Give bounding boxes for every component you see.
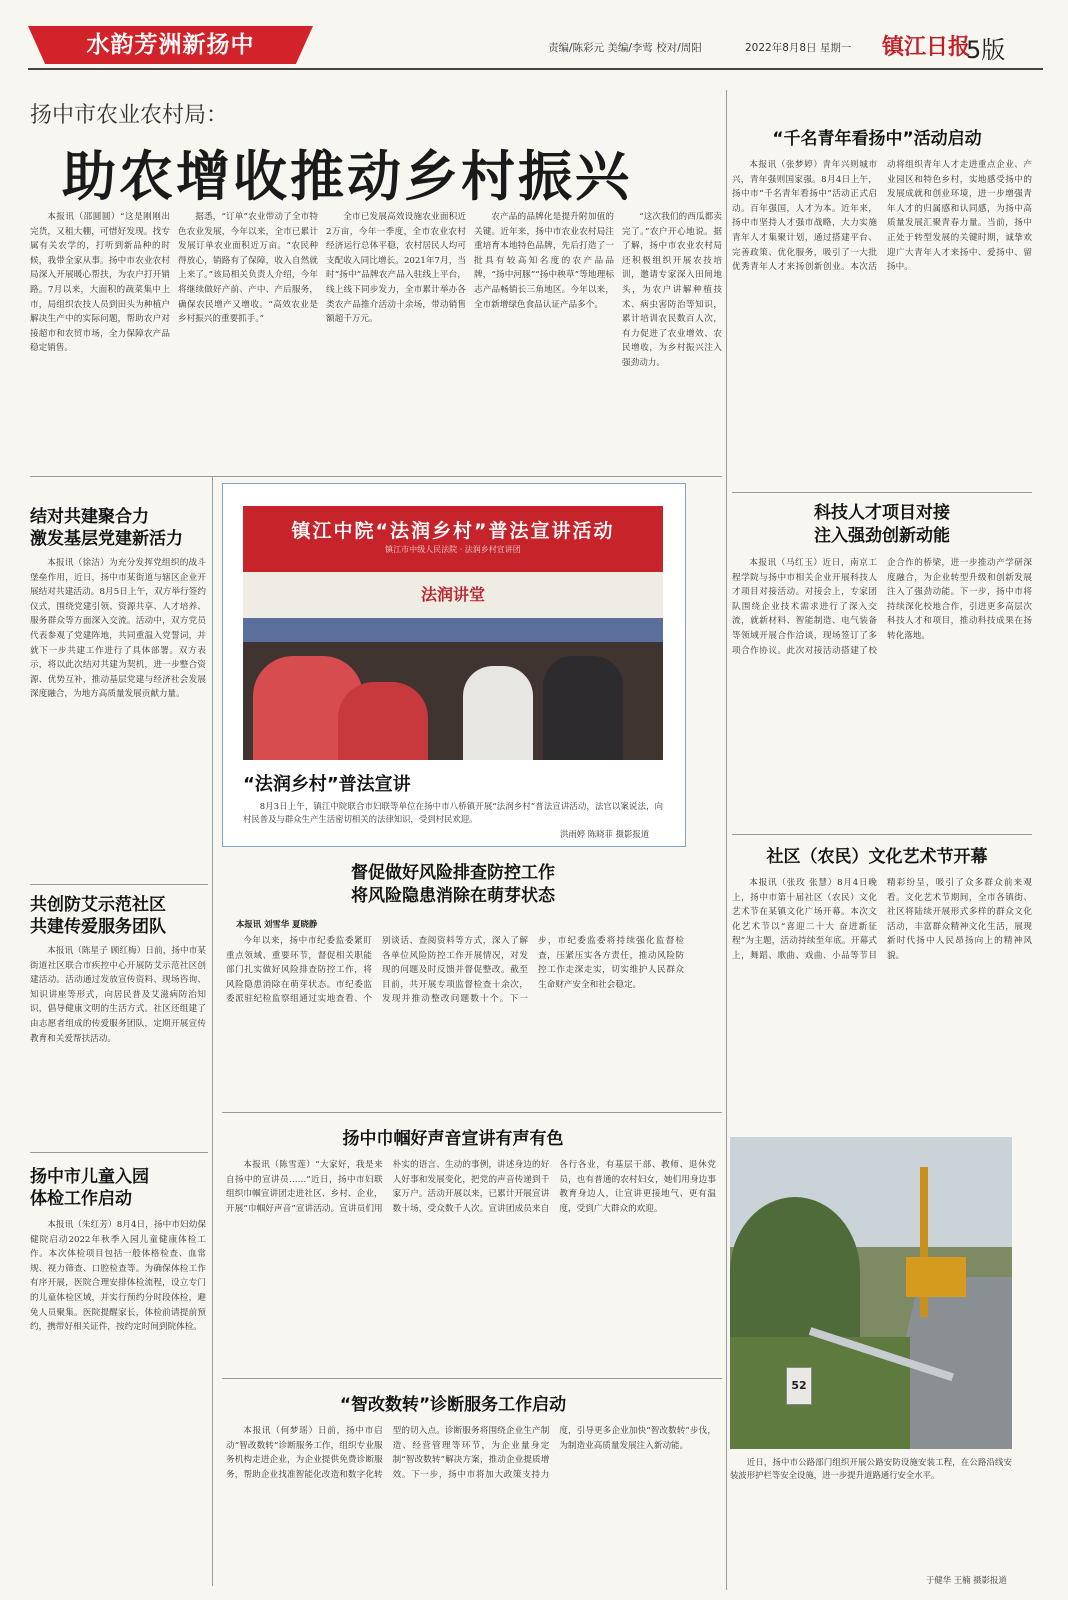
photo-feature-caption: 8月3日上午，镇江中院联合市妇联等单位在扬中市八桥镇开展“法润乡村”普法宣讲活动，法官以案说法，向村民普及与群众生产生活密切相关的法律知识，受到村民欢迎。 <box>243 801 663 824</box>
page-number: 5版 <box>966 36 1006 64</box>
court-event-photo <box>243 506 663 760</box>
left-article-1-body: 本报讯（徐洁）为充分发挥党组织的战斗堡垒作用，近日，扬中市某街道与辖区企业开展结对共建活动。8月5日上午，双方举行签约仪式，围绕党建引领、资源共享、人才培养、服务群众等方面深入交流。活动中，双方党员代表参观了党建阵地，共同重温入党誓词，并就下一步共建工作进行了具体部署。双方表示，将以此次结对共建为契机，进一步整合资源、优势互补，推动基层党建与经济社会发展深度融合，为地方高质量发展贡献力量。 <box>30 558 206 700</box>
editors-credit: 责编/陈彩元 美编/李莺 校对/周阳 <box>548 42 702 54</box>
divider <box>30 1152 208 1153</box>
right-photo-caption: 近日，扬中市公路部门组织开展公路安防设施安装工程，在公路沿线安装波形护栏等安全设施，进一步提升道路通行安全水平。 <box>730 1457 1012 1481</box>
column-divider <box>212 476 213 1586</box>
audience-figure <box>338 682 428 760</box>
milestone: 52 <box>786 1367 812 1405</box>
newspaper-logo: 镇江日报 <box>882 34 971 60</box>
event-banner-text: 镇江中院“法润乡村”普法宣讲活动 <box>291 520 615 542</box>
divider <box>30 884 208 885</box>
center-article-1-title: 督促做好风险排查防控工作 将风险隐患消除在萌芽状态 <box>351 863 555 906</box>
center-article-1-byline: 本报讯 刘雪华 夏晓静 <box>236 919 318 929</box>
event-banner-subtext: 镇江市中级人民法院 · 法润乡村宣讲团 <box>385 545 521 554</box>
center-article-3-body: 本报讯（何梦瑶）日前，扬中市启动“智改数转”诊断服务工作，组织专业服务机构走进企业，为企业提供免费诊断服务，帮助企业找准智能化改造和数字化转型的切入点。诊断服务将围绕企业生产制造、经营管理等环节，为企业量身定制“智改数转”解决方案，推动企业提质增效。下一步，扬中市将加大政策支持力度，引导更多企业加快“智改数转”步伐，为制造业高质量发展注入新动能。 <box>226 1426 716 1480</box>
right-article-1-body: 本报讯（张梦婷）青年兴则城市兴，青年强则国家强。8月4日上午，扬中市“千名青年看扬中”活动正式启动。百年强国，人才为本。近年来，扬中市坚持人才强市战略，大力实施青年人才集聚计划，通过搭建平台、完善政策、优化服务，吸引了一大批优秀青年人才来扬创新创业。本次活动将组织青年人才走进重点企业、产业园区和特色乡村，实地感受扬中的发展成就和创业环境，进一步增强青年人才的归属感和认同感，为扬中高质量发展汇聚青春力量。当前，扬中正处于转型发展的关键时期，诚挚欢迎广大青年人才来扬中、爱扬中、留扬中。 <box>732 160 1032 273</box>
column-divider <box>726 90 727 1590</box>
section-title: 水韵芳洲新扬中 <box>86 32 255 58</box>
divider <box>222 1378 722 1379</box>
left-article-2-title: 共创防艾示范社区 共建传爱服务团队 <box>30 895 166 937</box>
center-article-2-title: 扬中巾帼好声音宣讲有声有色 <box>342 1129 564 1149</box>
right-article-1-title: “千名青年看扬中”活动启动 <box>772 129 982 149</box>
header-rule <box>28 68 1043 70</box>
stage-table <box>243 618 663 642</box>
left-article-3-body: 本报讯（朱红芳）8月4日，扬中市妇幼保健院启动2022年秋季入园儿童健康体检工作。本次体检项目包括一般体格检查、血常规、视力筛查、口腔检查等。为确保体检工作有序开展，医院合理安排体检流程，设立专门的儿童体检区域，并实行预约分时段体检，避免人员聚集。医院提醒家长，体检前请提前预约，携带好相关证件，按约定时间到院体检。 <box>30 1220 206 1333</box>
divider <box>732 834 1032 835</box>
divider <box>732 492 1032 493</box>
photo-feature-credit: 洪雨婷 陈晓菲 摄影报道 <box>560 829 650 839</box>
lead-column-1: 本报讯（邵圆圆）“这是刚刚出完货，又租大棚，可惜好发现。找专属有关农学的，打听到新品种的时候，我带全家从事。扬中市农业农村局深入开展暖心帮扶，为农户打开销路。7月以来，大面积的蔬菜集中上市，局组织农技人员到田头为种植户解决生产中的实际问题，帮助农户对接超市和农贸市场，全力保障农产品稳定销售。 <box>30 212 170 354</box>
audience-figure <box>463 666 533 760</box>
stage-logo-text: 法润讲堂 <box>420 585 485 604</box>
lead-column-3: 全市已发展高效设施农业面积近2万亩，今年一季度，全市农业农村经济运行总体平稳，农村居民人均可支配收入同比增长。2021年7月，当时“扬中”品牌农产品入驻线上平台，线上线下同步发力，全市累计举办各类农产品推介活动十余场，带动销售额超千万元。 <box>326 212 466 325</box>
center-article-2-body: 本报讯（陈雪莲）“大家好，我是来自扬中的宣讲员……”近日，扬中市妇联组织巾帼宣讲团走进社区、乡村、企业，开展“巾帼好声音”宣讲活动。宣讲员们用朴实的语言、生动的事例，讲述身边的好人好事和发展变化，把党的声音传递到千家万户。活动开展以来，已累计开展宣讲数十场，受众数千人次。宣讲团成员来自各行各业，有基层干部、教师、退休党员，也有普通的农村妇女，她们用身边事教育身边人，让宣讲更接地气、更有温度，受到广大群众的欢迎。 <box>226 1160 716 1214</box>
left-article-3-title: 扬中市儿童入园 体检工作启动 <box>30 1167 149 1209</box>
lead-headline: 助农增收推动乡村振兴 <box>62 144 632 208</box>
trees <box>730 1197 860 1347</box>
left-article-1-title: 结对共建聚合力 激发基层党建新活力 <box>30 507 183 549</box>
right-article-3-body: 本报讯（张玫 张慧）8月4日晚上，扬中市第十届社区（农民）文化艺术节在某镇文化广场开幕。本次文化艺术节以“喜迎二十大 奋进新征程”为主题，活动持续至年底。开幕式上，舞蹈、歌曲、戏曲、小品等节目精彩纷呈，吸引了众多群众前来观看。文化艺术节期间，全市各镇街、社区将陆续开展形式多样的群众文化活动，丰富群众精神文化生活，展现新时代扬中人民昂扬向上的精神风貌。 <box>732 878 1032 961</box>
highway-guardrail-photo <box>730 1137 1012 1449</box>
right-article-2-body: 本报讯（马红玉）近日，南京工程学院与扬中市相关企业开展科技人才项目对接活动。对接会上，专家团队围绕企业技术需求进行了深入交流，就新材料、智能制造、电气装备等领域开展合作洽谈，现场签订了多项合作协议。此次对接活动搭建了校企合作的桥梁，进一步推动产学研深度融合，为企业转型升级和创新发展注入了强劲动能。下一步，扬中市将持续深化校地合作，引进更多高层次科技人才和项目，推动科技成果在扬转化落地。 <box>732 558 1032 656</box>
center-article-1-body: 今年以来，扬中市纪委监委紧盯重点领域、重要环节，督促相关职能部门扎实做好风险排查防控工作，将风险隐患消除在萌芽状态。市纪委监委派驻纪检监察组通过实地查看、个别谈话、查阅资料等方式，深入了解各单位风险防控工作开展情况，对发现的问题及时反馈并督促整改。截至目前，共开展专项监督检查十余次，发现并推动整改问题数十个。下一步，市纪委监委将持续强化监督检查，压紧压实各方责任，推动风险防控工作走深走实，切实维护人民群众生命财产安全和社会稳定。 <box>226 936 684 1005</box>
photo-feature-title: “法润乡村”普法宣讲 <box>243 774 411 795</box>
lead-column-5: “这次我们的西瓜都卖完了。”农户开心地说。据了解，扬中市农业农村局还积极组织开展农技培训，邀请专家深入田间地头，为农户讲解种植技术、病虫害防治等知识，累计培训农民数百人次，有力促进了农业增效、农民增收，为乡村振兴注入强劲动力。 <box>622 212 722 368</box>
machine-body <box>906 1257 966 1297</box>
audience-figure <box>543 656 623 760</box>
divider <box>222 1112 722 1113</box>
left-article-2-body: 本报讯（陈星子 顾红梅）日前，扬中市某街道社区联合市疾控中心开展防艾示范社区创建活动。活动通过发放宣传资料、现场咨询、知识讲座等形式，向居民普及艾滋病防治知识，倡导健康文明的生活方式。社区还组建了由志愿者组成的传爱服务团队，定期开展宣传教育和关爱帮扶活动。 <box>30 946 206 1044</box>
right-article-3-title: 社区（农民）文化艺术节开幕 <box>766 847 988 867</box>
lead-kicker: 扬中市农业农村局： <box>30 103 229 128</box>
center-article-3-title: “智改数转”诊断服务工作启动 <box>339 1395 567 1415</box>
right-article-2-title: 科技人才项目对接 注入强劲创新动能 <box>814 503 950 546</box>
lead-column-4: 农产品的品牌化是提升附加值的关键。近年来，扬中市农业农村局注重培育本地特色品牌，先后打造了一批具有较高知名度的农产品品牌，“扬中河豚”“扬中秧草”等地理标志产品畅销长三角地区。今年以来，全市新增绿色食品认证产品多个。 <box>474 212 614 310</box>
divider <box>30 476 722 477</box>
right-photo-credit: 于健华 王楠 摄影报道 <box>926 1575 1007 1585</box>
lead-column-2: 据悉，“订单”农业带动了全市特色农业发展，今年以来，全市已累计发展订单农业面积近万亩。“农民种得放心，销路有了保障，收入自然就上来了。”该局相关负责人介绍，今年将继续做好产前、产中、产后服务，确保农民增产又增收。“高效农业是乡村振兴的重要抓手。” <box>178 212 318 325</box>
issue-date: 2022年8月8日 星期一 <box>745 42 852 54</box>
